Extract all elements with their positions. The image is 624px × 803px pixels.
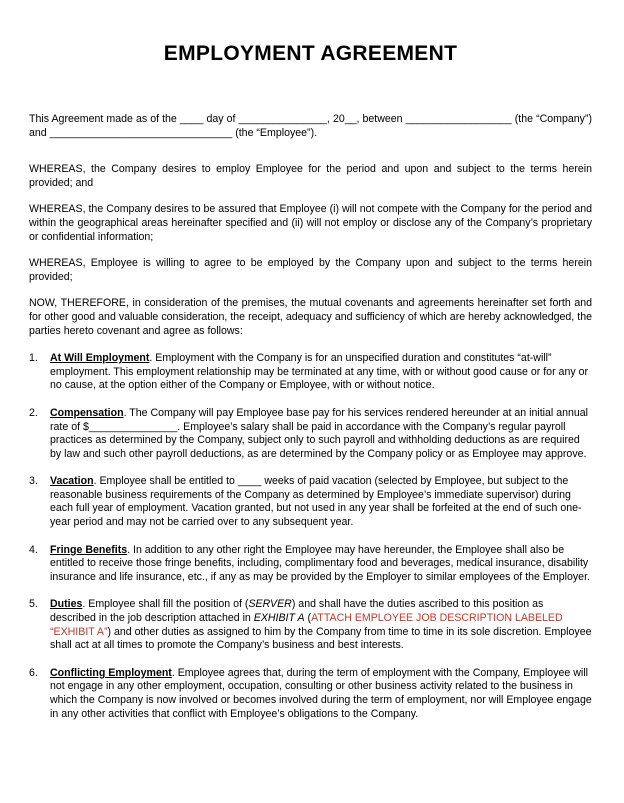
document-title: EMPLOYMENT AGREEMENT [163, 42, 458, 65]
section-5 [29, 598, 592, 652]
section-number: 5. [29, 598, 38, 611]
section-text: ) and other duties as assigned to him by the Company from time to time in its sole discretion. Employee shall act at all times to promote the Company’s business and best interests. [50, 625, 592, 652]
section-number: 2. [29, 406, 38, 419]
section-heading: Conflicting Employment [50, 666, 172, 679]
section-heading: Vacation [50, 475, 94, 488]
whereas-paragraph-1: WHEREAS, the Company desires to employ Employee for the period and upon and subject to the terms herein provided; and [29, 163, 592, 189]
section-number: 3. [29, 475, 38, 488]
section-heading: Compensation [50, 406, 124, 419]
section-body [50, 407, 592, 461]
section-text: . In addition to any other right the Employee may have hereunder, the Employee shall also be entitled to receive those fringe benefits, including, complimentary food and beverages, medical insurance, disability insurance and life insurance, etc., if any as may be provided by the Employer to similar employees of the Employer. [50, 543, 590, 583]
section-6 [29, 667, 592, 721]
section-body [50, 475, 592, 529]
now-therefore-paragraph: NOW, THEREFORE, in consideration of the premises, the mutual covenants and agreements hereinafter set forth and for other good and valuable consideration, the receipt, adequacy and sufficiency of which are hereby acknowledged, the parties hereto covenant and agree as follows: [29, 297, 592, 337]
section-heading: Fringe Benefits [50, 543, 128, 556]
section-3 [29, 475, 592, 529]
section-body [50, 667, 592, 721]
section-2 [29, 407, 592, 461]
position-server: SERVER [248, 598, 292, 611]
section-number: 4. [29, 543, 38, 556]
section-text: ) and shall have the duties ascribed to this position as described in the job description attached in [50, 598, 544, 625]
section-heading: At Will Employment [50, 352, 150, 365]
section-body [50, 544, 592, 585]
section-text: ( [304, 612, 312, 625]
section-text: . Employee shall fill the position of ( [82, 598, 249, 611]
whereas-paragraph-3: WHEREAS, Employee is willing to agree to be employed by the Company upon and subject to the terms herein provided; [29, 257, 592, 283]
section-text: . Employment with the Company is for an unspecified duration and constitutes “at-will” employment. This employment relationship may be terminated at any time, with or without good cause or for any or no cause, at the option either of the Company or Employee, with or without notice. [50, 352, 588, 392]
section-number: 1. [29, 352, 38, 365]
section-text: . Employee agrees that, during the term of employment with the Company, Employee will not engage in any other employment, occupation, consulting or other business activity related to the business in which the Company is now involved or becomes involved during the term of employment, nor will Employee engage in any other activities that conflict with Employee’s obligations to the Company. [50, 666, 592, 720]
intro-paragraph: This Agreement made as of the ____ day of _______________, 20__, between __________________ (the “Company”) and _______________________________ (the “Employee”). [29, 113, 592, 139]
section-body [50, 352, 592, 393]
section-number: 6. [29, 666, 38, 679]
section-text: . The Company will pay Employee base pay for his services rendered hereunder at an initial annual rate of $_______________. Employee’s salary shall be paid in accordance with the Company’s regular payroll practices as determined by the Company, subject only to such payroll and withholding deductions as are required by law and such other payroll deductions, as are determined by the Company policy or as Employee may approve. [50, 406, 589, 460]
section-heading: Duties [50, 598, 83, 611]
section-text: . Employee shall be entitled to ____ weeks of paid vacation (selected by Employee, but subject to the reasonable business requirements of the Company as determined by Employee’s immediate supervisor) during each full year of employment. Vacation granted, but not used in any year shall be forfeited at the end of such one-year period and may not be carried over to any subsequent year. [50, 475, 582, 529]
whereas-paragraph-2: WHEREAS, the Company desires to be assured that Employee (i) will not compete with the Company for the period and within the geographical areas hereinafter specified and (ii) will not employ or disclose any of the Company’s proprietary or confidential information; [29, 203, 592, 243]
exhibit-a-label: EXHIBIT A [253, 612, 305, 625]
section-1 [29, 352, 592, 393]
section-4 [29, 544, 592, 585]
section-body [50, 598, 592, 652]
attach-instruction: ATTACH EMPLOYEE JOB DESCRIPTION LABELED “EXHIBIT A” [50, 612, 563, 638]
